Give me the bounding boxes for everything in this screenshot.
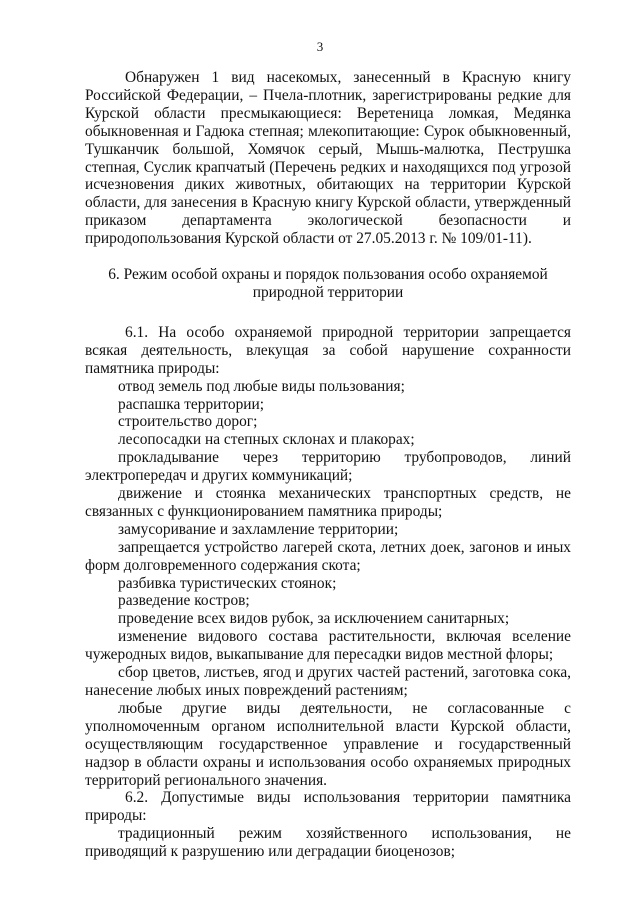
list-item: изменение видового состава растительности, включая вселение чужеродных видов, выкапывание для пересадки видов местной флоры; <box>85 628 571 664</box>
list-item: проведение всех видов рубок, за исключением санитарных; <box>118 610 510 628</box>
list-item: традиционный режим хозяйственного использования, не приводящий к разрушению или деградации биоценозов; <box>85 825 571 861</box>
section-title <box>99 266 557 302</box>
page-number: 3 <box>316 39 324 54</box>
list-item: запрещается устройство лагерей скота, летних доек, загонов и иных форм долговременного содержания скота; <box>85 538 571 574</box>
list-item: отвод земель под любые виды пользования; <box>118 377 405 395</box>
list-item: прокладывание через территорию трубопроводов, линий электропередач и других коммуникаций; <box>85 449 571 485</box>
list-item: любые другие виды деятельности, не согласованные с уполномоченным органом исполнительной власти Курской области, осуществляющим государственное управление и государственный надзор в области охраны и использования особо охраняемых природных территорий регионального значения. <box>85 699 571 789</box>
section-title-line-1: 6. Режим особой охраны и порядок пользования особо охраняемой <box>108 266 548 284</box>
list-item: распашка территории; <box>118 395 265 413</box>
document-body <box>85 69 571 861</box>
list-item: строительство дорог; <box>118 413 258 431</box>
list-item: замусоривание и захламление территории; <box>118 520 399 538</box>
list-item: разведение костров; <box>118 592 250 610</box>
prohibited-activities-list <box>85 378 571 790</box>
list-item: движение и стоянка механических транспортных средств, не связанных с функционированием памятника природы; <box>85 485 571 520</box>
section-title-line-2: природной территории <box>252 283 404 301</box>
intro-paragraph: Обнаружен 1 вид насекомых, занесенный в Красную книгу Российской Федерации, – Пчела-плотник, зарегистрированы редкие для Курской области пресмыкающиеся: Веретеница ломкая, Медянка обыкновенная и Гадюка степная; млекопитающие: Сурок обыкновенный, Тушканчик большой, Хомячок серый, Мышь-малютка, Пеструшка степная, Суслик крапчатый (Перечень редких и находящихся под угрозой исчезновения диких животных, обитающих на территории Курской области, для занесения в Красную книгу Курской области, утвержденный приказом департамента экологической безопасности и природопользования Курской области от 27.05.2013 г. № 109/01-11). <box>85 69 571 248</box>
list-item: лесопосадки на степных склонах и плакорах; <box>118 431 415 449</box>
paragraph-6-2: 6.2. Допустимые виды использования территории памятника природы: <box>85 789 571 825</box>
allowed-activities-list <box>85 825 571 861</box>
paragraph-6-1: 6.1. На особо охраняемой природной территории запрещается всякая деятельность, влекущая за собой нарушение сохранности памятника природы: <box>85 323 571 377</box>
list-item: разбивка туристических стоянок; <box>118 574 337 592</box>
list-item: сбор цветов, листьев, ягод и других частей растений, заготовка сока, нанесение любых иных повреждений растениям; <box>85 664 571 699</box>
